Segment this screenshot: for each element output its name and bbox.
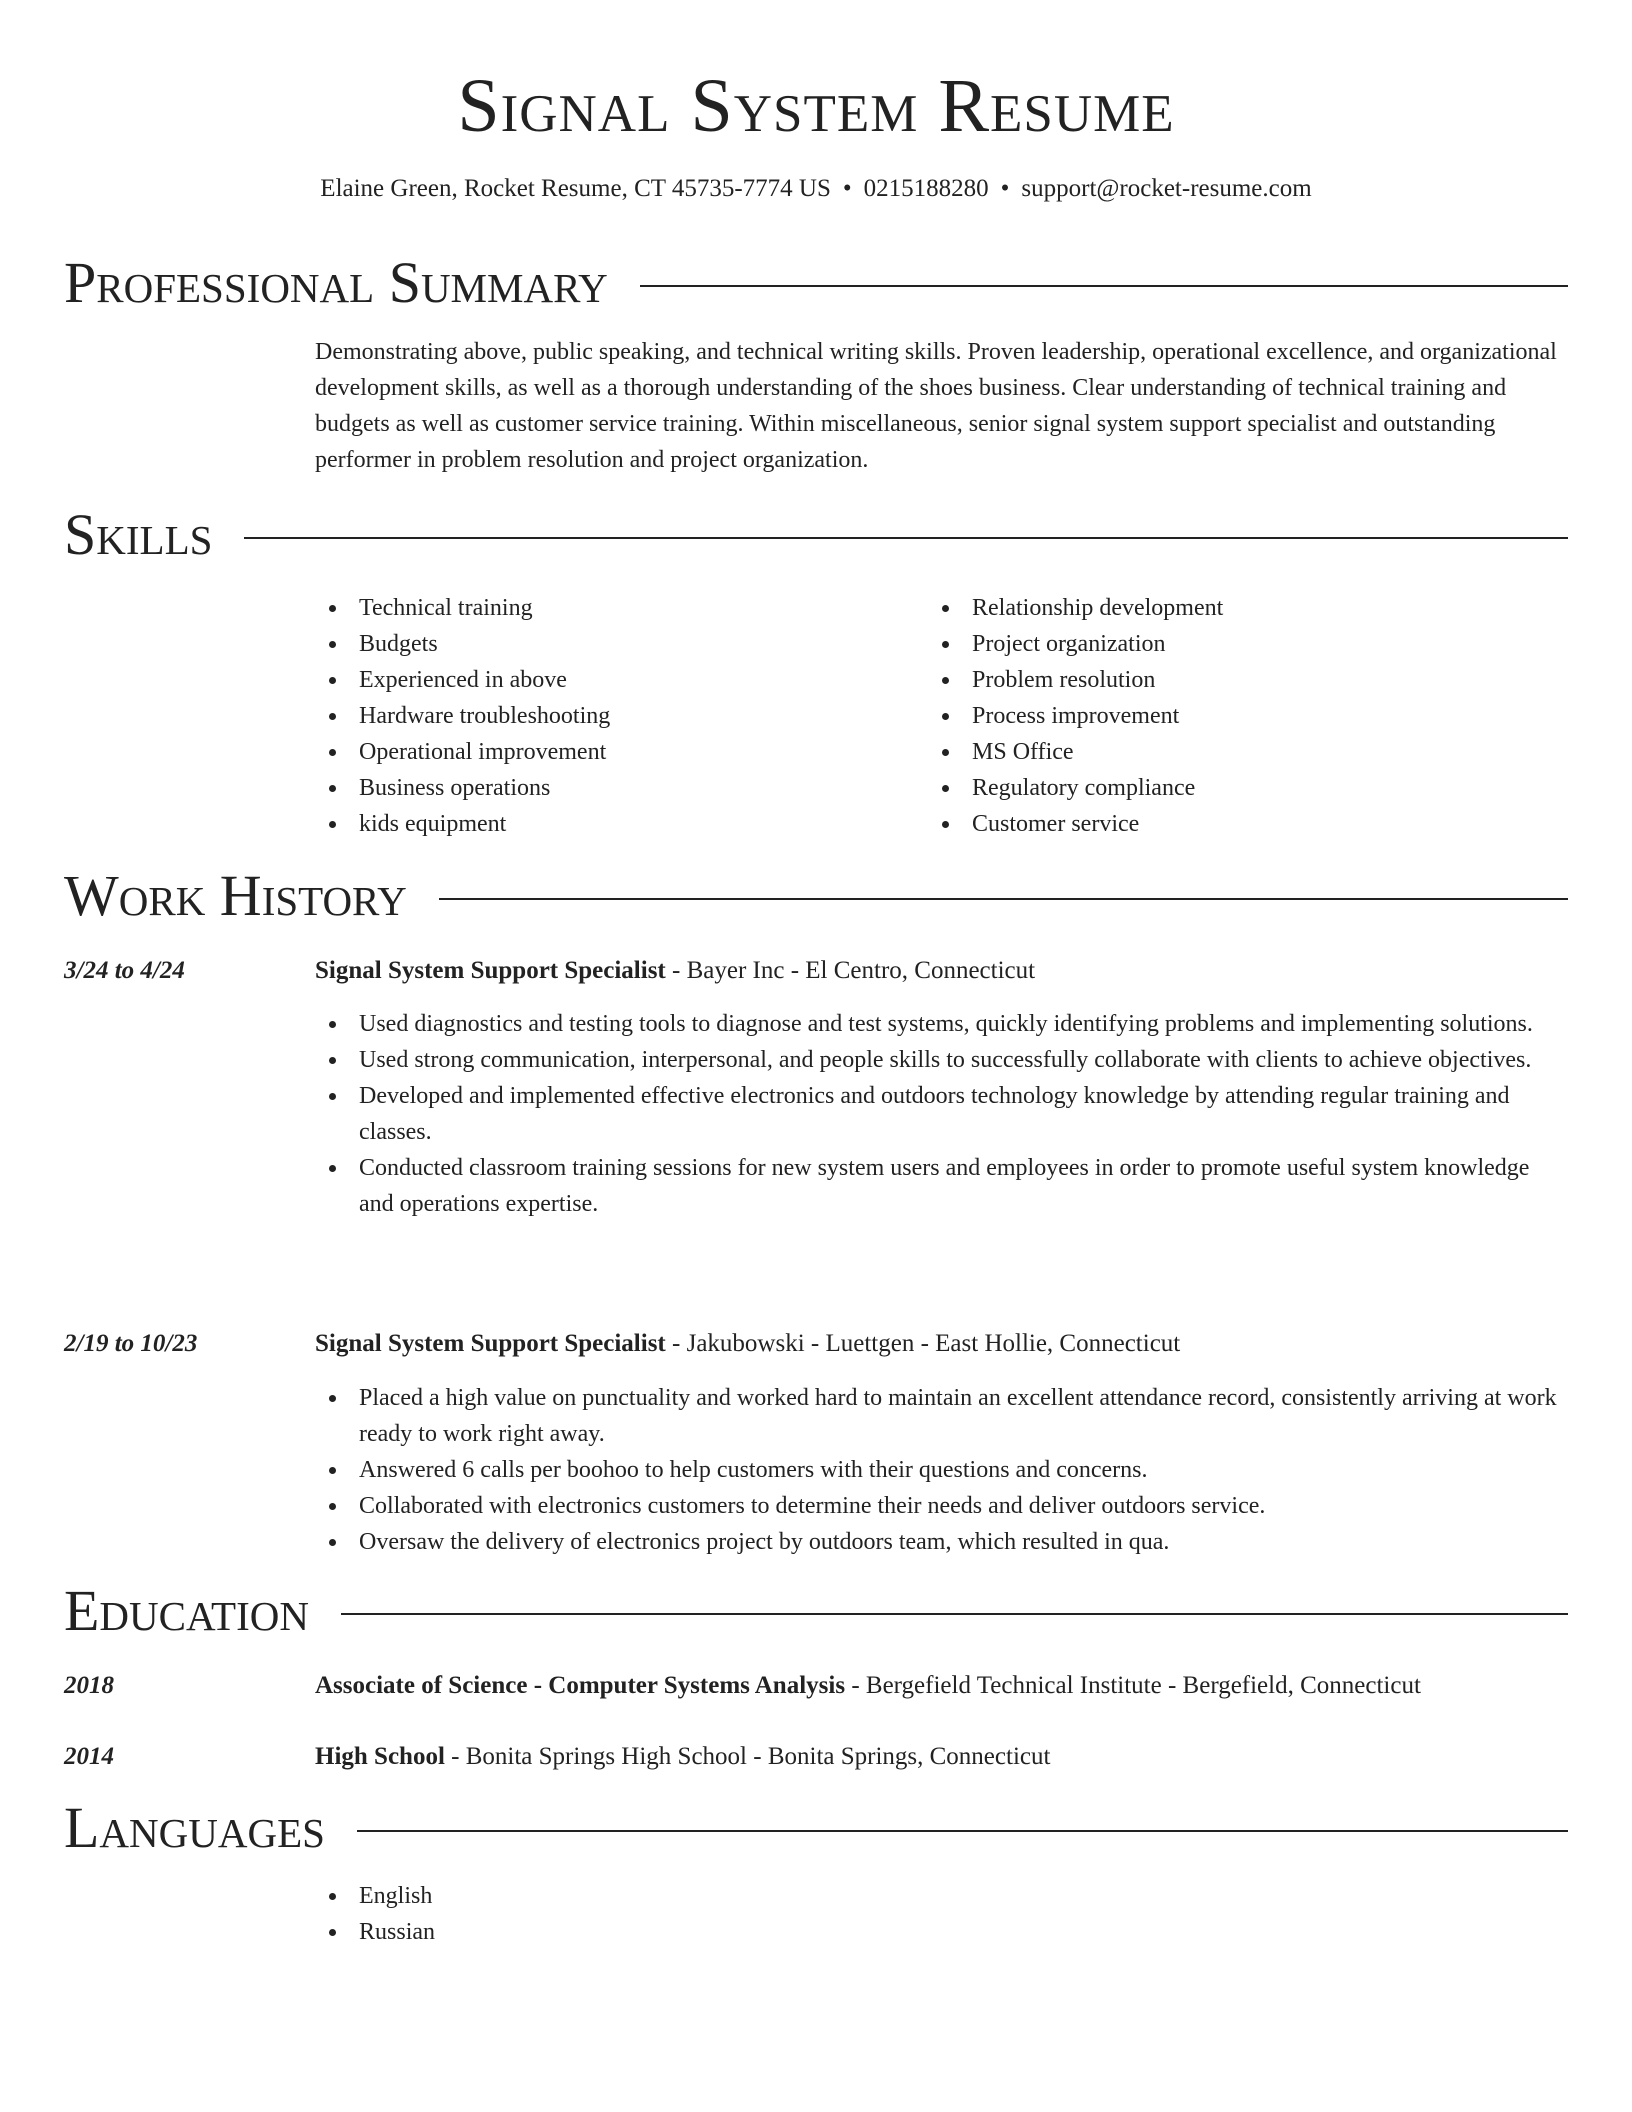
skills-section-header bbox=[64, 502, 1568, 568]
skill-item: Process improvement bbox=[928, 698, 1568, 734]
job-title: Signal System Support Specialist bbox=[315, 1330, 666, 1357]
language-item: English bbox=[315, 1878, 1568, 1914]
education-degree: Associate of Science - Computer Systems Analysis bbox=[315, 1672, 846, 1699]
job-details: - Bayer Inc - El Centro, Connecticut bbox=[665, 957, 1036, 984]
job-bullet: Used strong communication, interpersonal, and people skills to successfully collaborate with clients to achieve objectives. bbox=[315, 1042, 1568, 1078]
job-title: Signal System Support Specialist bbox=[315, 957, 666, 984]
education-entry bbox=[315, 1668, 1568, 1704]
education-heading: Education bbox=[64, 1578, 309, 1643]
skill-item: MS Office bbox=[928, 734, 1568, 770]
education-year: 2014 bbox=[64, 1743, 114, 1770]
job-header bbox=[315, 1326, 1568, 1362]
contact-line bbox=[0, 172, 1632, 206]
contact-separator: • bbox=[842, 175, 852, 202]
education-details: - Bonita Springs High School - Bonita Springs, Connecticut bbox=[444, 1743, 1051, 1770]
section-divider bbox=[640, 285, 1568, 287]
skill-item: Relationship development bbox=[928, 590, 1568, 626]
summary-text: Demonstrating above, public speaking, and technical writing skills. Proven leadership, operational excellence, and organizational development skills, as well as a thorough understanding of the shoes business. Clear understanding of technical training and budgets as well as customer service training. Within miscellaneous, senior signal system support specialist and outstanding performer in problem resolution and project organization. bbox=[315, 339, 1557, 473]
job-bullet: Oversaw the delivery of electronics project by outdoors team, which resulted in qua. bbox=[315, 1524, 1568, 1560]
contact-address: Elaine Green, Rocket Resume, CT 45735-7774 US bbox=[320, 175, 831, 202]
education-details: - Bergefield Technical Institute - Bergefield, Connecticut bbox=[845, 1672, 1421, 1699]
job-bullet: Collaborated with electronics customers to determine their needs and deliver outdoors service. bbox=[315, 1488, 1568, 1524]
work-heading: Work History bbox=[64, 863, 407, 928]
skill-item: Problem resolution bbox=[928, 662, 1568, 698]
skill-item: kids equipment bbox=[315, 806, 875, 842]
job-bullet: Used diagnostics and testing tools to diagnose and test systems, quickly identifying problems and implementing solutions. bbox=[315, 1006, 1568, 1042]
contact-email: support@rocket-resume.com bbox=[1021, 175, 1312, 202]
job-details: - Jakubowski - Luettgen - East Hollie, Connecticut bbox=[665, 1330, 1181, 1357]
job-bullet: Conducted classroom training sessions for new system users and employees in order to promote useful system knowledge and operations expertise. bbox=[315, 1150, 1568, 1222]
languages-heading: Languages bbox=[64, 1795, 325, 1860]
skill-item: Technical training bbox=[315, 590, 875, 626]
job-bullet: Developed and implemented effective electronics and outdoors technology knowledge by attending regular training and classes. bbox=[315, 1078, 1568, 1150]
education-year: 2018 bbox=[64, 1672, 114, 1699]
section-divider bbox=[341, 1613, 1568, 1615]
education-degree: High School bbox=[315, 1743, 445, 1770]
education-section-header bbox=[64, 1578, 1568, 1644]
skill-item: Business operations bbox=[315, 770, 875, 806]
languages-list bbox=[315, 1878, 1568, 1950]
job-dates: 2/19 to 10/23 bbox=[64, 1330, 198, 1357]
contact-separator: • bbox=[1000, 175, 1010, 202]
skill-item: Regulatory compliance bbox=[928, 770, 1568, 806]
resume-title: Signal System Resume bbox=[457, 64, 1175, 148]
job-bullets bbox=[315, 1380, 1568, 1560]
summary-section-header bbox=[64, 250, 1568, 316]
summary-heading: Professional Summary bbox=[64, 250, 608, 315]
contact-phone: 0215188280 bbox=[863, 175, 989, 202]
skill-item: Customer service bbox=[928, 806, 1568, 842]
language-item: Russian bbox=[315, 1914, 1568, 1950]
section-divider bbox=[244, 537, 1568, 539]
job-header bbox=[315, 953, 1568, 989]
skill-item: Project organization bbox=[928, 626, 1568, 662]
skills-heading: Skills bbox=[64, 502, 213, 567]
job-bullet: Answered 6 calls per boohoo to help customers with their questions and concerns. bbox=[315, 1452, 1568, 1488]
skills-list-left bbox=[315, 590, 875, 842]
skill-item: Budgets bbox=[315, 626, 875, 662]
job-bullet: Placed a high value on punctuality and worked hard to maintain an excellent attendance record, consistently arriving at work ready to work right away. bbox=[315, 1380, 1568, 1452]
languages-section-header bbox=[64, 1795, 1568, 1861]
job-bullets bbox=[315, 1006, 1568, 1222]
skill-item: Operational improvement bbox=[315, 734, 875, 770]
skill-item: Experienced in above bbox=[315, 662, 875, 698]
skills-list-right bbox=[928, 590, 1568, 842]
work-section-header bbox=[64, 863, 1568, 929]
section-divider bbox=[357, 1830, 1568, 1832]
education-entry bbox=[315, 1739, 1568, 1775]
skill-item: Hardware troubleshooting bbox=[315, 698, 875, 734]
job-dates: 3/24 to 4/24 bbox=[64, 957, 185, 984]
section-divider bbox=[439, 898, 1568, 900]
